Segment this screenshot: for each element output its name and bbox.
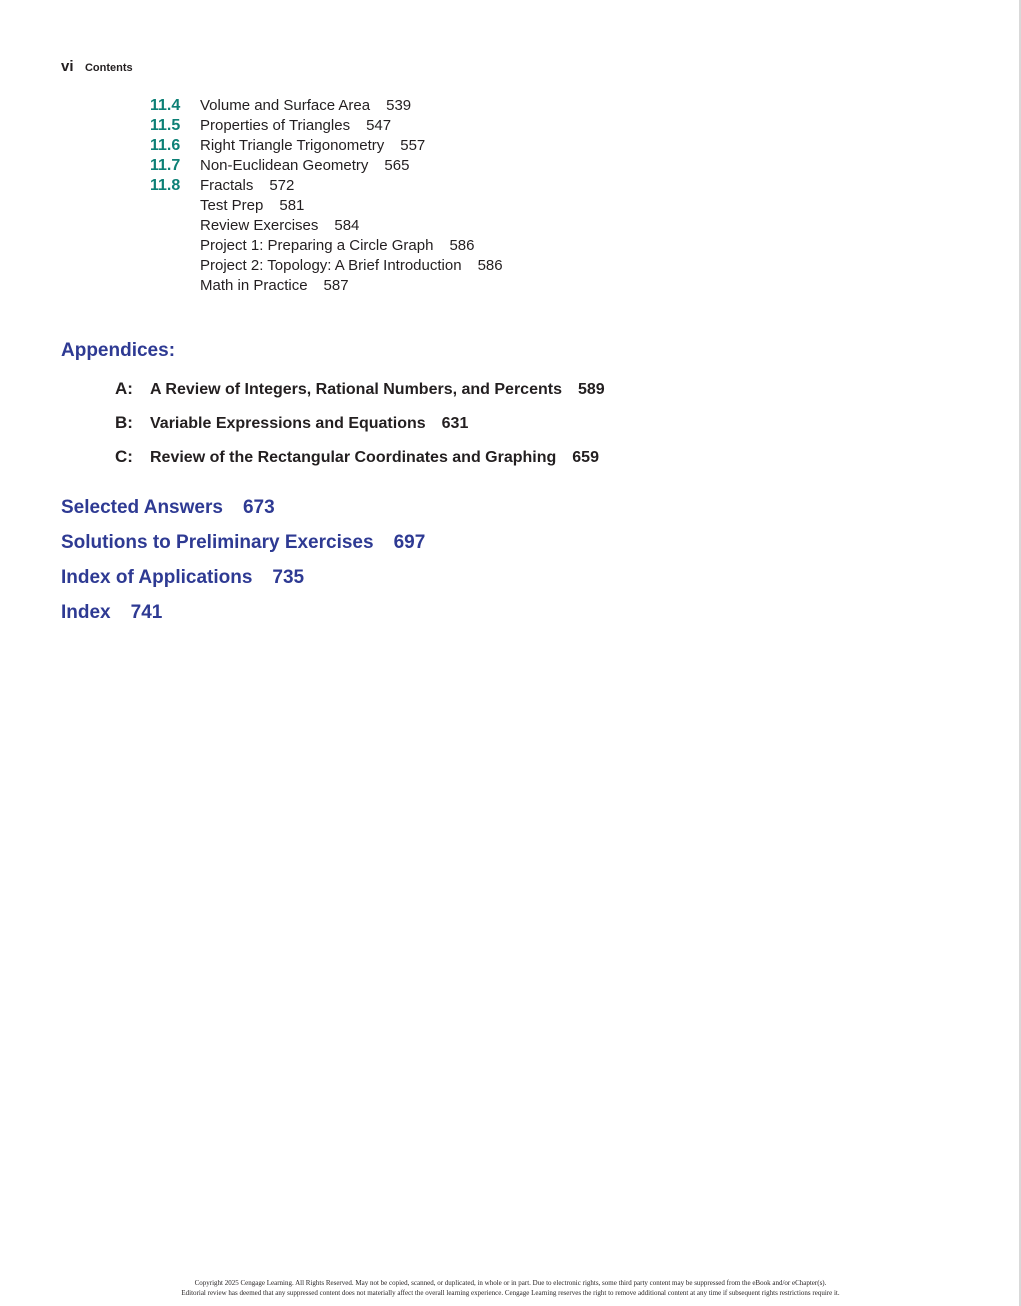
appendix-list <box>115 378 605 480</box>
toc-entry[interactable] <box>150 116 503 136</box>
section-number: 11.5 <box>150 117 181 134</box>
appendix-title: A Review of Integers, Rational Numbers, and Percents <box>150 381 562 398</box>
end-matter-page: 697 <box>393 532 426 553</box>
appendix-letter: A: <box>115 379 133 398</box>
copyright-line-1: Copyright 2025 Cengage Learning. All Rights Reserved. May not be copied, scanned, or duplicated, in whole or in part. Due to electronic rights, some third party content may be suppressed from the eBook and/or eChapter(s). <box>194 1279 827 1287</box>
section-number: 11.6 <box>150 137 181 154</box>
toc-entry[interactable] <box>150 276 503 296</box>
toc-entry[interactable] <box>150 96 503 116</box>
end-matter-title: Index <box>61 602 111 623</box>
toc-entry[interactable] <box>150 216 503 236</box>
toc-entry[interactable] <box>150 236 503 256</box>
section-title: Project 2: Topology: A Brief Introduction <box>200 257 462 274</box>
end-matter-title: Solutions to Preliminary Exercises <box>61 532 374 553</box>
section-title: Non-Euclidean Geometry <box>200 157 369 174</box>
section-number: 11.8 <box>150 177 181 194</box>
section-page: 572 <box>269 177 295 194</box>
appendix-entry[interactable] <box>115 378 605 412</box>
section-page: 557 <box>400 137 426 154</box>
section-title: Math in Practice <box>200 277 308 294</box>
running-head <box>61 58 133 76</box>
end-matter-entry[interactable] <box>61 496 425 531</box>
end-matter-list <box>61 496 425 636</box>
copyright-footer <box>0 1278 1021 1298</box>
appendix-entry[interactable] <box>115 446 605 480</box>
running-title: Contents <box>84 62 133 74</box>
page-number: vi <box>61 58 74 75</box>
appendix-entry[interactable] <box>115 412 605 446</box>
appendix-page: 631 <box>441 415 469 432</box>
appendix-title: Variable Expressions and Equations <box>150 415 426 432</box>
section-page: 547 <box>366 117 392 134</box>
end-matter-page: 741 <box>130 602 163 623</box>
section-title: Review Exercises <box>200 217 319 234</box>
end-matter-page: 735 <box>272 567 305 588</box>
end-matter-entry[interactable] <box>61 601 425 636</box>
section-title: Project 1: Preparing a Circle Graph <box>200 237 434 254</box>
section-page: 586 <box>477 257 503 274</box>
toc-entry[interactable] <box>150 256 503 276</box>
appendix-page: 589 <box>577 381 605 398</box>
end-matter-entry[interactable] <box>61 531 425 566</box>
section-page: 584 <box>334 217 360 234</box>
toc-entry[interactable] <box>150 196 503 216</box>
copyright-line-2: Editorial review has deemed that any suppressed content does not materially affect the overall learning experience. Cengage Learning reserves the right to remove additional content at any time if subsequent rights restrictions require it. <box>181 1289 840 1297</box>
section-page: 587 <box>323 277 349 294</box>
section-page: 581 <box>279 197 305 214</box>
section-page: 586 <box>449 237 475 254</box>
section-title: Fractals <box>200 177 254 194</box>
toc-entry[interactable] <box>150 176 503 196</box>
appendix-letter: B: <box>115 413 133 432</box>
section-number: 11.7 <box>150 157 181 174</box>
toc-entry[interactable] <box>150 136 503 156</box>
toc-entry[interactable] <box>150 156 503 176</box>
appendices-heading: Appendices: <box>61 340 176 361</box>
section-list <box>150 96 503 296</box>
appendix-page: 659 <box>572 449 599 466</box>
end-matter-title: Selected Answers <box>61 497 223 518</box>
section-title: Properties of Triangles <box>200 117 351 134</box>
section-number: 11.4 <box>150 97 181 114</box>
end-matter-page: 673 <box>242 497 275 518</box>
end-matter-entry[interactable] <box>61 566 425 601</box>
section-page: 565 <box>384 157 410 174</box>
end-matter-title: Index of Applications <box>61 567 253 588</box>
appendix-title: Review of the Rectangular Coordinates and Graphing <box>150 449 557 466</box>
section-title: Right Triangle Trigonometry <box>200 137 385 154</box>
appendix-letter: C: <box>115 447 133 466</box>
section-title: Test Prep <box>200 197 264 214</box>
section-title: Volume and Surface Area <box>200 97 371 114</box>
section-page: 539 <box>386 97 412 114</box>
